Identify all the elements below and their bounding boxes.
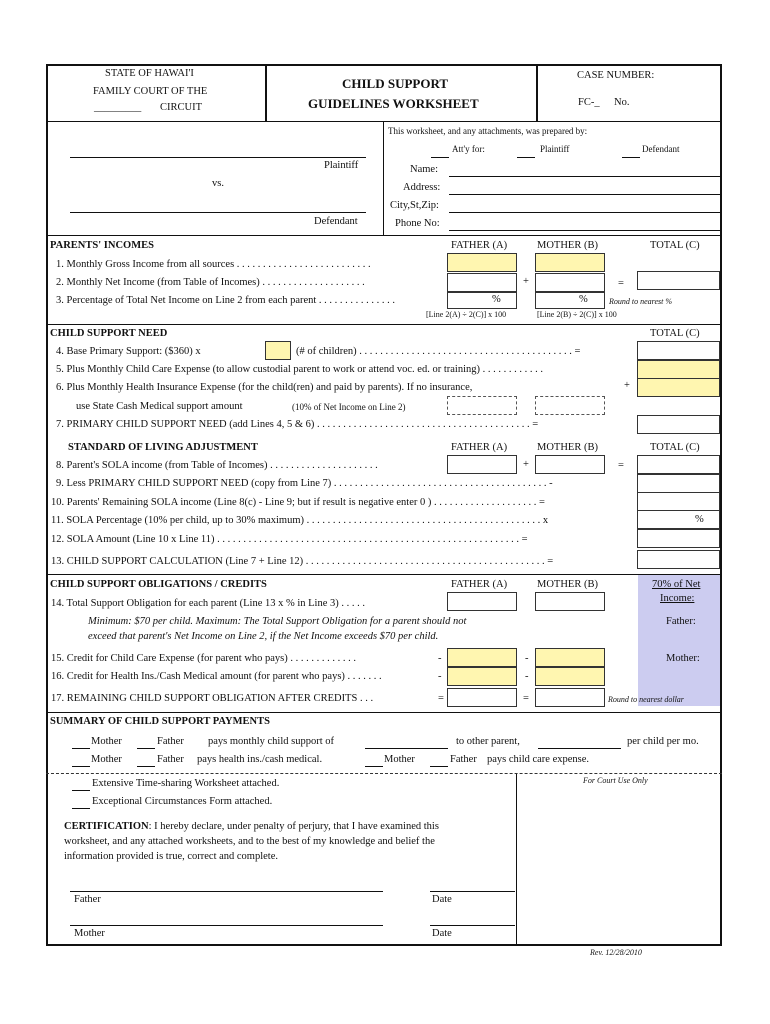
mother-date-label: Date [432, 928, 452, 939]
summary-father-2: Father [157, 754, 184, 765]
header-divider-2 [536, 64, 538, 122]
exceptional-check[interactable] [72, 808, 90, 809]
sola-heading: STANDARD OF LIVING ADJUSTMENT [68, 442, 258, 453]
to-other-text: to other parent, [456, 736, 520, 747]
line5-total-input[interactable] [637, 360, 720, 379]
summary-father-check-2[interactable] [137, 766, 155, 767]
line13-total-input[interactable] [637, 550, 720, 569]
sola-total-header: TOTAL (C) [650, 442, 700, 453]
line16-minus-a: - [438, 671, 442, 682]
line14-mother-input[interactable] [535, 592, 605, 611]
summary-father-check-3[interactable] [430, 766, 448, 767]
pays-child-care-text: pays child care expense. [487, 754, 590, 765]
line3-father-pct: % [492, 294, 501, 305]
summary-mother-check-2[interactable] [72, 766, 90, 767]
minimum-note-b: exceed that parent's Net Income on Line 2, if the Net Income exceeds $70 per child. [88, 631, 439, 642]
fc-label[interactable]: FC-_ [578, 97, 600, 108]
circuit-blank[interactable]: _________ [94, 102, 142, 113]
header-bottom-line [46, 121, 722, 122]
line7-total-input[interactable] [637, 415, 720, 434]
monthly-amount-line[interactable] [365, 748, 448, 749]
father-date-label: Date [432, 894, 452, 905]
line3-label: 3. Percentage of Total Net Income on Line 2 from each parent . . . . . . . . . . . . . . . [56, 295, 396, 306]
line17-mother-input[interactable] [535, 688, 605, 707]
parties-bottom-line [46, 235, 722, 236]
panel-mother-label: Mother: [666, 653, 700, 664]
plaintiff-label: Plaintiff [324, 160, 359, 171]
father-col-header: FATHER (A) [451, 240, 508, 251]
line3-father-input[interactable] [447, 292, 517, 309]
line5-label: 5. Plus Monthly Child Care Expense (to allow custodial parent to work or attend voc. ed. or training) . . . . . . . . . . . . [56, 364, 543, 375]
net-income-label-b: Income: [660, 593, 695, 604]
defendant-option: Defendant [642, 144, 680, 154]
court-use-divider [516, 774, 517, 944]
total-col-header: TOTAL (C) [650, 240, 700, 251]
line8-label: 8. Parent's SOLA income (from Table of Incomes) . . . . . . . . . . . . . . . . . . . . . [56, 460, 378, 471]
obligations-bottom-line [46, 712, 722, 713]
line15-minus-a: - [438, 653, 442, 664]
father-date-line[interactable] [430, 891, 515, 892]
line2-equals: = [618, 278, 624, 289]
summary-mother-check-1[interactable] [72, 748, 90, 749]
line8-mother-input[interactable] [535, 455, 605, 474]
vs-label: vs. [212, 178, 224, 189]
line1-father-input[interactable] [447, 253, 517, 272]
summary-mother-3: Mother [384, 754, 415, 765]
net-income-label-a: 70% of Net [652, 579, 701, 590]
court-label: FAMILY COURT OF THE [93, 86, 208, 97]
defendant-check-blank[interactable] [622, 157, 640, 158]
summary-mother-1: Mother [91, 736, 122, 747]
summary-father-1: Father [157, 736, 184, 747]
form-title-1: CHILD SUPPORT [342, 76, 449, 91]
line11-pct: % [695, 514, 704, 525]
line11-total-input[interactable] [637, 510, 720, 529]
plaintiff-name-line[interactable] [70, 157, 366, 158]
state-label: STATE OF HAWAI'I [105, 68, 194, 79]
line6-label-b: use State Cash Medical support amount [76, 401, 243, 412]
city-line[interactable] [449, 212, 720, 213]
address-label: Address: [403, 182, 441, 193]
line15-father-input[interactable] [447, 648, 517, 667]
line16-label: 16. Credit for Health Ins./Cash Medical amount (for parent who pays) . . . . . . . [51, 671, 382, 682]
certification-text-2: worksheet, and any attached worksheets, and to the best of my knowledge and belief the [64, 836, 435, 847]
line11-label: 11. SOLA Percentage (10% per child, up to 30% maximum) . . . . . . . . . . . . . . . . . . . . . . . . . . . . . . . . . . . . . . . . . . . . . x [51, 515, 549, 526]
line6-mother-cash-medical[interactable] [535, 396, 605, 415]
form-title-2: GUIDELINES WORKSHEET [308, 96, 479, 111]
summary-father-3: Father [450, 754, 477, 765]
line4-total-input[interactable] [637, 341, 720, 360]
line10-total-input[interactable] [637, 492, 720, 511]
line1-label: 1. Monthly Gross Income from all sources . . . . . . . . . . . . . . . . . . . . . . . . . . [56, 259, 371, 270]
line3-mother-input[interactable] [535, 292, 605, 309]
line2-label: 2. Monthly Net Income (from Table of Incomes) . . . . . . . . . . . . . . . . . . . . [56, 277, 365, 288]
case-number-label: CASE NUMBER: [577, 70, 655, 81]
summary-mother-2: Mother [91, 754, 122, 765]
line3-mother-pct: % [579, 294, 588, 305]
certification-label: CERTIFICATION [64, 821, 149, 832]
minimum-note-a: Minimum: $70 per child. Maximum: The Total Support Obligation for a parent should not [88, 616, 467, 627]
certification-text-3: information provided is true, correct and complete. [64, 851, 279, 862]
line17-label: 17. REMAINING CHILD SUPPORT OBLIGATION AFTER CREDITS . . . [51, 693, 374, 704]
line4-children-input[interactable] [265, 341, 291, 360]
line10-label: 10. Parents' Remaining SOLA income (Line 8(c) - Line 9; but if result is negative enter 0 ) . . . . . . . . . . . . . . . . . . . . = [51, 497, 545, 508]
line8-plus: + [523, 459, 529, 470]
summary-dashed-line [46, 773, 722, 774]
per-child-text: per child per mo. [627, 736, 699, 747]
summary-father-check-1[interactable] [137, 748, 155, 749]
frame-bottom [46, 944, 722, 946]
header-divider-1 [265, 64, 267, 122]
panel-father-label: Father: [666, 616, 696, 627]
atty-for-label: Att'y for: [452, 144, 485, 154]
oblig-mother-header: MOTHER (B) [537, 579, 598, 590]
line4-label: 4. Base Primary Support: ($360) x [56, 346, 201, 357]
plaintiff-option: Plaintiff [540, 144, 570, 154]
line2-father-input[interactable] [447, 273, 517, 292]
line6-total-input[interactable] [637, 378, 720, 397]
frame-top [46, 64, 722, 66]
sola-father-header: FATHER (A) [451, 442, 508, 453]
defendant-label: Defendant [314, 216, 358, 227]
line6-plus: + [624, 380, 630, 391]
pays-health-text: pays health ins./cash medical. [197, 754, 323, 765]
revision-date: Rev. 12/28/2010 [590, 948, 642, 957]
line8-total-input[interactable] [637, 455, 720, 474]
phone-label: Phone No: [395, 218, 440, 229]
oblig-father-header: FATHER (A) [451, 579, 508, 590]
sola-mother-header: MOTHER (B) [537, 442, 598, 453]
line17-father-input[interactable] [447, 688, 517, 707]
obligations-heading: CHILD SUPPORT OBLIGATIONS / CREDITS [50, 579, 267, 590]
father-signature-label: Father [74, 894, 101, 905]
plaintiff-check-blank[interactable] [517, 157, 535, 158]
name-line[interactable] [449, 176, 720, 177]
line2-mother-input[interactable] [535, 273, 605, 292]
per-child-amount-line[interactable] [538, 748, 621, 749]
incomes-bottom-line [46, 324, 722, 325]
line2-total-input[interactable] [637, 271, 720, 290]
frame-right [720, 64, 722, 946]
mother-signature-line[interactable] [70, 925, 383, 926]
incomes-heading: PARENTS' INCOMES [50, 240, 154, 251]
certification-text-1: : I hereby declare, under penalty of perjury, that I have examined this [148, 821, 439, 832]
line12-label: 12. SOLA Amount (Line 10 x Line 11) . . . . . . . . . . . . . . . . . . . . . . . . . . . . . . . . . . . . . . . . . . . . . . . . . . . . . . . . . . = [51, 534, 528, 545]
extensive-check[interactable] [72, 790, 90, 791]
line6-label-c: (10% of Net Income on Line 2) [292, 402, 406, 412]
extensive-text: Extensive Time-sharing Worksheet attached. [92, 778, 280, 789]
circuit-label: CIRCUIT [160, 102, 202, 113]
line17-equals-b: = [523, 693, 529, 704]
line16-minus-b: - [525, 671, 529, 682]
round-pct-note: Round to nearest % [609, 297, 673, 306]
frame-left [46, 64, 48, 946]
exceptional-text: Exceptional Circumstances Form attached. [92, 796, 273, 807]
line1-mother-input[interactable] [535, 253, 605, 272]
mother-col-header: MOTHER (B) [537, 240, 598, 251]
line17-equals-a: = [438, 693, 444, 704]
need-total-header: TOTAL (C) [650, 328, 700, 339]
round-dollar-note: Round to nearest dollar [608, 695, 684, 704]
line7-label: 7. PRIMARY CHILD SUPPORT NEED (add Lines 4, 5 & 6) . . . . . . . . . . . . . . . . . . . . . . . . . . . . . . . . . . . . . . . . . = [56, 419, 539, 430]
atty-check-blank[interactable] [431, 157, 449, 158]
summary-heading: SUMMARY OF CHILD SUPPORT PAYMENTS [50, 716, 270, 727]
line2-plus: + [523, 276, 529, 287]
formula-a: [Line 2(A) ÷ 2(C)] x 100 [426, 310, 507, 319]
line14-father-input[interactable] [447, 592, 517, 611]
line15-minus-b: - [525, 653, 529, 664]
line9-label: 9. Less PRIMARY CHILD SUPPORT NEED (copy from Line 7) . . . . . . . . . . . . . . . . . . . . . . . . . . . . . . . . . . . . . . . . . - [56, 478, 553, 489]
pays-monthly-text: pays monthly child support of [208, 736, 334, 747]
line8-father-input[interactable] [447, 455, 517, 474]
prepared-by-text: This worksheet, and any attachments, was prepared by: [388, 126, 588, 136]
parties-divider [383, 122, 384, 235]
no-label[interactable]: No. [614, 97, 630, 108]
phone-line[interactable] [449, 230, 720, 231]
defendant-name-line[interactable] [70, 212, 366, 213]
line4-label-b: (# of children) . . . . . . . . . . . . . . . . . . . . . . . . . . . . . . . . . . . . . . . . . = [296, 346, 581, 357]
line12-total-input[interactable] [637, 529, 720, 548]
mother-date-line[interactable] [430, 925, 515, 926]
summary-mother-check-3[interactable] [365, 766, 383, 767]
certification-line-1 [64, 821, 439, 832]
formula-b: [Line 2(B) ÷ 2(C)] x 100 [537, 310, 617, 319]
line14-label: 14. Total Support Obligation for each parent (Line 13 x % in Line 3) . . . . . [51, 598, 366, 609]
line6-label: 6. Plus Monthly Health Insurance Expense (for the child(ren) and paid by parents). If no insurance, [56, 382, 473, 393]
line6-father-cash-medical[interactable] [447, 396, 517, 415]
line15-label: 15. Credit for Child Care Expense (for parent who pays) . . . . . . . . . . . . . [51, 653, 357, 664]
line8-equals: = [618, 460, 624, 471]
city-label: City,St,Zip: [390, 200, 439, 211]
mother-signature-label: Mother [74, 928, 105, 939]
line16-father-input[interactable] [447, 667, 517, 686]
line15-mother-input[interactable] [535, 648, 605, 667]
need-heading: CHILD SUPPORT NEED [50, 328, 168, 339]
court-use-label: For Court Use Only [583, 776, 648, 785]
line13-label: 13. CHILD SUPPORT CALCULATION (Line 7 + Line 12) . . . . . . . . . . . . . . . . . . . . . . . . . . . . . . . . . . . . . . . . . . . . . . = [51, 556, 554, 567]
father-signature-line[interactable] [70, 891, 383, 892]
panel-father-value[interactable] [640, 632, 718, 647]
line16-mother-input[interactable] [535, 667, 605, 686]
address-line[interactable] [449, 194, 720, 195]
line9-total-input[interactable] [637, 474, 720, 493]
need-bottom-line [46, 574, 722, 575]
name-label: Name: [410, 164, 438, 175]
